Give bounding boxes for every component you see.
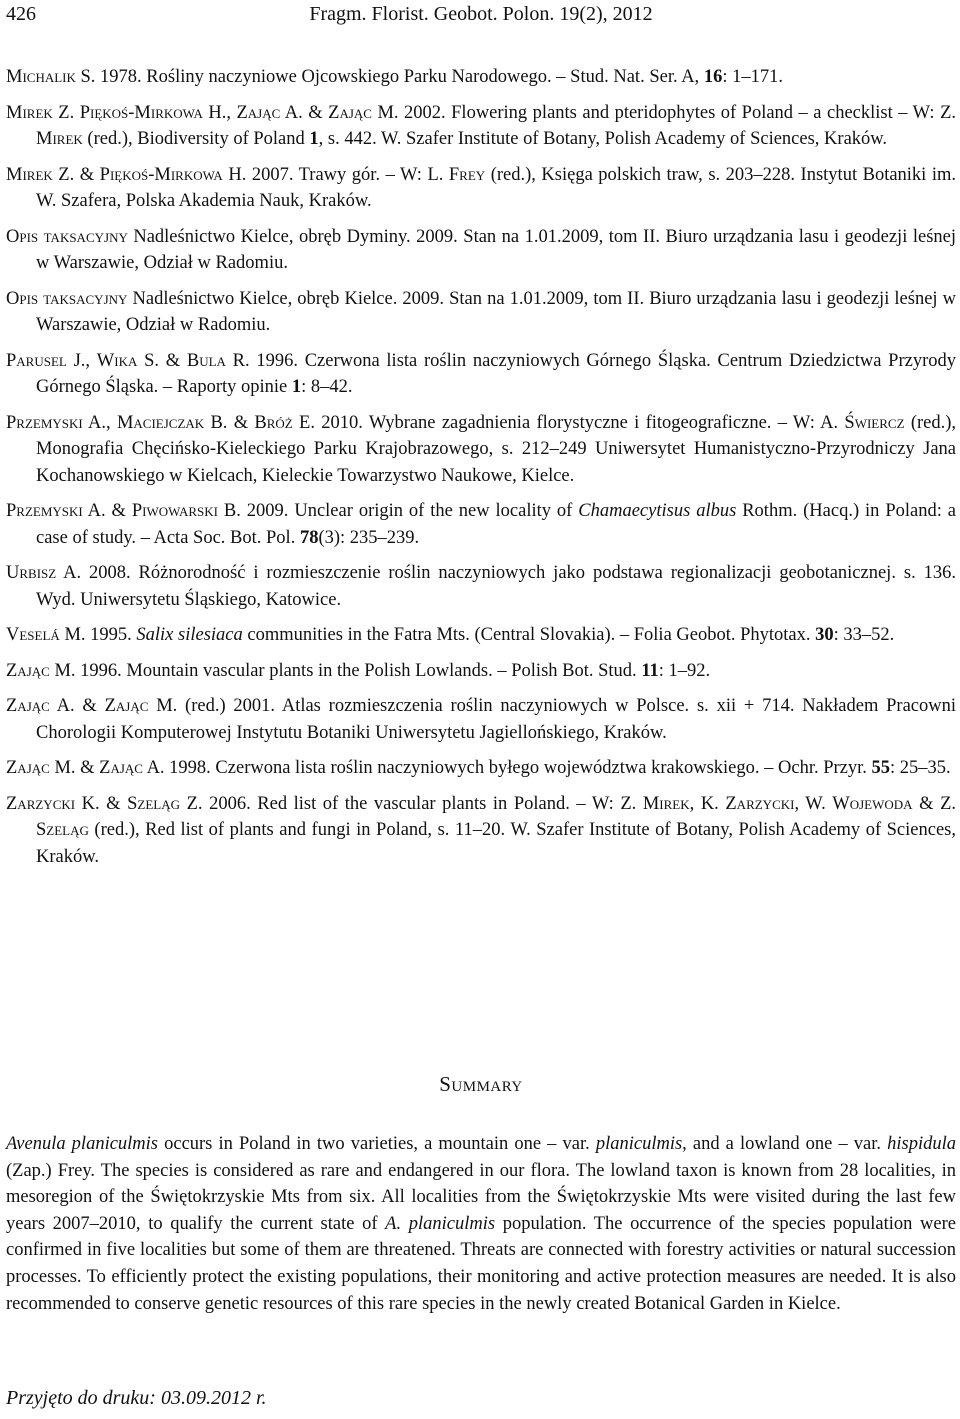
text-segment: , s. 442. W. Szafer Institute of Botany, Polish Academy of Sciences, Kraków. (318, 129, 888, 149)
reference-entry (6, 348, 956, 401)
text-segment: H., (202, 102, 237, 123)
summary-heading: Summary (439, 1072, 523, 1096)
text-segment: A., (82, 412, 117, 433)
text-segment: Nadleśnictwo Kielce, obręb Dyminy. 2009. Stan na 1.01.2009, tom II. Biuro urządzania lasu i geodezji leśnej w Warszawie, Odział w Radomiu. (36, 226, 956, 273)
acceptance-date: Przyjęto do druku: 03.09.2012 r. (6, 1387, 267, 1409)
author-name: Przemyski (6, 501, 83, 521)
author-name: Szeląg (127, 793, 181, 814)
text-segment: : 1–171. (722, 67, 783, 87)
text-segment: M. 1995. (59, 625, 137, 645)
author-name: Maciejczak (116, 412, 205, 433)
text-segment: , K. (689, 793, 726, 814)
author-name: Frey (448, 164, 486, 185)
author-name: Zając (236, 102, 281, 123)
text-segment: A. & (82, 501, 132, 521)
reference-entry (6, 498, 956, 551)
text-segment: J., (66, 350, 97, 371)
text-segment: population. The occurrence of the species population were confirmed in five localities but some of them are threatened. Threats are connected with forestry activities or natural succession processes. To efficiently protect the existing populations, their monitoring and active protection measures are needed. It is also recommended to conserve genetic resources of this rare species in the newly created Botanical Garden in Kielce. (6, 1213, 956, 1314)
author-name: Bula (186, 350, 226, 371)
author-name: Piękoś-Mirkowa (99, 164, 223, 185)
reference-entry (6, 560, 956, 613)
reference-entry (6, 658, 956, 685)
text-segment: : 1–92. (658, 660, 711, 681)
author-name: Szeląg (36, 820, 89, 840)
author-name: Piwowarski (131, 501, 218, 521)
author-name: Mirek (6, 102, 53, 123)
volume-number: 1 (291, 377, 302, 397)
text-segment: (red.), Księga polskich traw, s. 203–228. Instytut Botaniki im. W. Szafera, Polska Akademia Nauk, Kraków. (36, 164, 956, 211)
volume-number: 30 (815, 625, 834, 645)
text-segment: (red.), Monografia Chęcińsko-Kieleckiego Parku Krajobrazowego, s. 212–249 Uniwersytet Humanistyczno-Przyrodniczy Jana Kochanowskiego w Kielcach, Kieleckie Towarzystwo Naukowe, Kielce. (36, 412, 957, 486)
summary-paragraph (6, 1131, 956, 1317)
italic-term: Salix silesiaca (136, 625, 243, 645)
reference-entry (6, 64, 956, 91)
text-segment: Z. 2006. Red list of the vascular plants in Poland. – W: Z. (180, 793, 643, 814)
italic-term: planiculmis (595, 1134, 683, 1154)
text-segment: M. 1996. Mountain vascular plants in the Polish Lowlands. – Polish Bot. Stud. (49, 660, 642, 681)
volume-number: 78 (299, 527, 319, 548)
text-segment: , W. (794, 793, 833, 814)
reference-entry (6, 622, 956, 649)
text-segment: B. & (204, 412, 255, 433)
text-segment: : 33–52. (833, 625, 895, 645)
text-segment: B. 2009. Unclear origin of the new locality of (218, 501, 579, 521)
text-segment: , and a lowland one – var. (682, 1134, 888, 1154)
volume-number: 55 (871, 758, 891, 778)
text-segment: M. & (49, 758, 100, 778)
author-name: Opis taksacyjny (6, 288, 128, 309)
italic-term: hispidula (887, 1134, 956, 1154)
reference-entry (6, 100, 956, 153)
author-name: Świercz (844, 412, 905, 433)
text-segment: communities in the Fatra Mts. (Central Slovakia). – Folia Geobot. Phytotax. (242, 625, 816, 645)
text-segment: A. & (280, 102, 329, 123)
text-segment: S. 1978. Rośliny naczyniowe Ojcowskiego Parku Narodowego. – Stud. Nat. Ser. A, (75, 67, 704, 87)
text-segment: (3): 235–239. (318, 527, 420, 548)
author-name: Zając (99, 758, 143, 778)
journal-title: Fragm. Florist. Geobot. Polon. 19(2), 2012 (309, 3, 653, 25)
author-name: Parusel (6, 350, 67, 371)
text-segment: (red.), Red list of plants and fungi in Poland, s. 11–20. W. Szafer Institute of Botany, Polish Academy of Sciences, Kraków. (36, 820, 956, 867)
author-name: Zając (328, 102, 372, 123)
text-segment: S. & (137, 350, 187, 371)
text-segment: : 25–35. (890, 758, 951, 778)
reference-entry (6, 162, 956, 215)
author-name: Mirek (642, 793, 690, 814)
author-name: Wojewoda (832, 793, 913, 814)
author-name: Veselá (6, 625, 60, 645)
text-segment: A. & (49, 696, 105, 716)
text-segment: Nadleśnictwo Kielce, obręb Kielce. 2009. Stan na 1.01.2009, tom II. Biuro urządzania lasu i geodezji leśnej w Warszawie, Odział w Radomiu. (36, 288, 956, 335)
text-segment: (red.), Biodiversity of Poland (82, 129, 310, 149)
text-segment: M. 2002. Flowering plants and pteridophytes of Poland – a checklist – W: Z. (371, 102, 956, 123)
author-name: Mirek (6, 164, 53, 185)
reference-entry (6, 224, 956, 277)
text-segment: : 8–42. (301, 377, 353, 397)
italic-term: A. planiculmis (385, 1213, 496, 1234)
volume-number: 16 (703, 67, 723, 87)
text-segment: H. 2007. Trawy gór. – W: L. (222, 164, 449, 185)
author-name: Zając (6, 660, 50, 681)
reference-entry (6, 286, 956, 339)
text-segment: A. 1998. Czerwona lista roślin naczyniowych byłego województwa krakowskiego. – Ochr. Przyr. (142, 758, 872, 778)
author-name: Zarzycki (6, 793, 76, 814)
author-name: Opis taksacyjny (6, 226, 128, 247)
text-segment: A. 2008. Różnorodność i rozmieszczenie roślin naczyniowych jako podstawa regionalizacji geobotanicznej. s. 136. Wyd. Uniwersytetu Śląskiego, Katowice. (36, 563, 956, 610)
author-name: Zając (6, 758, 50, 778)
text-segment: & Z. (912, 793, 956, 814)
page-number: 426 (6, 3, 36, 25)
reference-entry (6, 693, 956, 746)
volume-number: 11 (641, 660, 659, 681)
author-name: Michalik (6, 67, 76, 87)
text-segment: E. 2010. Wybrane zagadnienia florystyczne i fitogeograficzne. – W: A. (292, 412, 845, 433)
reference-entry (6, 410, 956, 490)
author-name: Wika (96, 350, 138, 371)
text-segment: (Zap.) Frey. The species is considered as rare and endangered in our flora. The lowland taxon is known from 28 localities, in mesoregion of the Świętokrzyskie Mts from six. All localities from the Świętokrzyskie Mts were visited during the last few years 2007–2010, to qualify the current state of (6, 1160, 956, 1234)
italic-term: Chamaecytisus albus (578, 501, 737, 521)
italic-term: Avenula planiculmis (6, 1134, 159, 1154)
reference-list (6, 64, 956, 879)
reference-entry (6, 755, 956, 782)
running-header (6, 0, 956, 36)
author-name: Zając (6, 696, 50, 716)
author-name: Urbisz (6, 563, 57, 583)
volume-number: 1 (309, 129, 319, 149)
text-segment: M. (red.) 2001. Atlas rozmieszczenia roślin naczyniowych w Polsce. s. xii + 714. Nakładem Pracowni Chorologii Komputerowej Instytutu Botaniki Uniwersytetu Jagiellońskiego, Kraków. (36, 696, 957, 743)
text-segment: Z. (52, 102, 80, 123)
author-name: Piękoś-Mirkowa (79, 102, 203, 123)
text-segment: Rothm. (Hacq.) in Poland: a case of study. – Acta Soc. Bot. Pol. (36, 501, 957, 548)
text-segment: R. 1996. Czerwona lista roślin naczyniowych Górnego Śląska. Centrum Dziedzictwa Przyrody Górnego Śląska. – Raporty opinie (36, 350, 956, 397)
author-name: Przemyski (6, 412, 83, 433)
text-segment: K. & (75, 793, 128, 814)
text-segment: occurs in Poland in two varieties, a mountain one – var. (158, 1134, 596, 1154)
author-name: Zając (104, 696, 149, 716)
author-name: Bróż (254, 412, 293, 433)
text-segment: Z. & (52, 164, 100, 185)
reference-entry (6, 791, 956, 871)
author-name: Zarzycki (725, 793, 795, 814)
author-name: Mirek (36, 129, 83, 149)
